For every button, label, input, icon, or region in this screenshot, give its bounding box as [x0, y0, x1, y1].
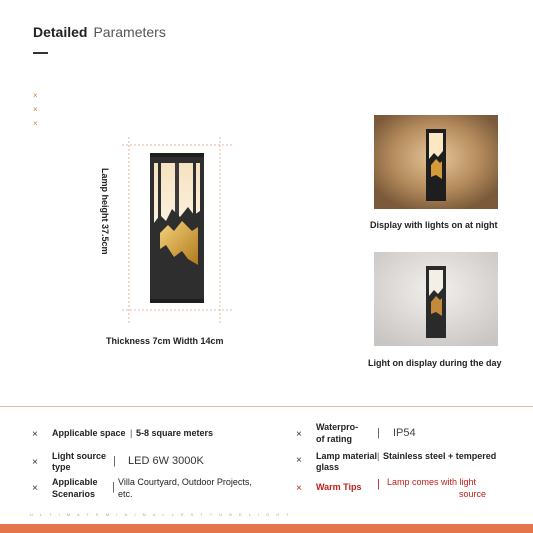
separator: | [112, 481, 115, 493]
x-mark-2: × [33, 105, 38, 114]
spec-value: etc. [118, 489, 133, 499]
x-mark-3: × [33, 119, 38, 128]
page-title [33, 24, 166, 40]
separator: | [130, 428, 133, 438]
spec-value: Lamp comes with light [387, 477, 477, 487]
spec-value: 5-8 square meters [136, 428, 214, 438]
x-icon: × [32, 429, 38, 440]
separator: | [377, 451, 380, 461]
spec-value: Stainless steel + tempered [383, 451, 497, 461]
spec-label: Warm Tips [316, 482, 362, 492]
footer-tagline: U L T I M A T E M I N I M A L L E S T T U B E L I G H T [30, 512, 292, 517]
night-display-photo [374, 115, 498, 209]
spec-value: Villa Courtyard, Outdoor Projects, [118, 477, 252, 487]
day-display-photo [374, 252, 498, 346]
separator: | [377, 478, 380, 490]
x-mark-1: × [33, 91, 38, 100]
x-icon: × [296, 429, 302, 440]
spec-label: Scenarios [52, 489, 96, 499]
spec-value: LED 6W 3000K [128, 455, 204, 467]
lamp-dimension-drawing [102, 135, 242, 340]
x-icon: × [32, 457, 38, 468]
separator: | [377, 427, 380, 439]
spec-label: Waterpro- [316, 422, 359, 432]
spec-label: Applicable [52, 477, 98, 487]
spec-label: of rating [316, 434, 352, 444]
section-divider [0, 406, 533, 407]
width-dimension-label: Thickness 7cm Width 14cm [106, 336, 224, 346]
spec-label: Applicable space [52, 428, 126, 438]
spec-label: Light source [52, 451, 107, 461]
x-icon: × [296, 455, 302, 466]
x-icon: × [296, 483, 302, 494]
day-caption: Light on display during the day [368, 358, 502, 368]
spec-value: IP54 [393, 427, 416, 439]
title-light: Parameters [93, 24, 166, 40]
separator: | [113, 455, 116, 467]
spec-value: source [459, 489, 487, 499]
title-underline [33, 52, 48, 54]
spec-label: type [52, 462, 71, 472]
title-bold: Detailed [33, 24, 88, 40]
height-dimension-label: Lamp height 37.5cm [100, 168, 110, 255]
footer-accent-bar [0, 524, 533, 533]
spec-value: glass [316, 462, 340, 472]
night-caption: Display with lights on at night [370, 220, 498, 230]
x-icon: × [32, 483, 38, 494]
spec-label: Lamp material [316, 451, 378, 461]
